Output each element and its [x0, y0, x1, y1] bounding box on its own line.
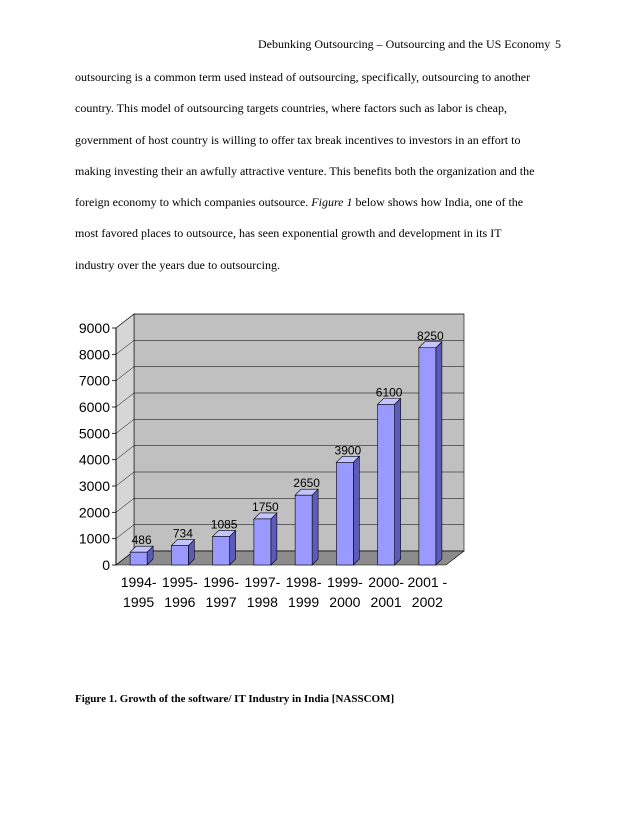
bar-side [353, 456, 359, 565]
y-tick-label: 9000 [78, 320, 110, 336]
bar [336, 462, 353, 565]
y-tick-label: 0 [102, 557, 110, 573]
x-tick-label: 1998- [285, 574, 322, 590]
paragraph-line: industry over the years due to outsourcing. [75, 257, 280, 272]
paragraph-line: outsourcing is a common term used instead of outsourcing, specifically, outsourcing to another [75, 70, 531, 84]
x-tick-label: 2002 [411, 594, 443, 610]
paragraph-line: most favored places to outsource, has seen exponential growth and development in its IT [75, 226, 502, 241]
y-tick-label: 3000 [78, 478, 110, 494]
bar [254, 519, 271, 565]
x-tick-label: 1995 [123, 594, 155, 610]
paragraph-line: making investing their an awfully attractive venture. This benefits both the organization and the [75, 163, 535, 178]
bar-side [271, 513, 277, 565]
chart-canvas [72, 300, 502, 645]
x-tick-label: 1997- [244, 574, 281, 590]
x-tick-label: 2001 - [407, 574, 448, 590]
chart-side-wall [116, 314, 134, 565]
bar [295, 495, 312, 565]
paragraph-line: country. This model of outsourcing targets countries, where factors such as labor is cheap, [75, 101, 507, 116]
bar-value-label: 734 [172, 526, 193, 541]
y-tick-label: 7000 [78, 372, 110, 389]
x-tick-label: 1994- [120, 574, 157, 590]
y-tick-label: 1000 [78, 530, 110, 547]
bar [419, 348, 436, 565]
y-tick-label: 5000 [78, 425, 110, 442]
bar-value-label: 8250 [417, 328, 444, 343]
page-number: 5 [555, 37, 561, 51]
x-tick-label: 1998 [246, 594, 278, 610]
y-tick-label: 2000 [78, 504, 110, 521]
bar-value-label: 6100 [375, 385, 403, 400]
body-paragraph [75, 67, 575, 286]
y-tick-label: 6000 [78, 399, 110, 415]
x-tick-label: 1997 [205, 594, 237, 610]
y-tick-label: 4000 [78, 451, 110, 468]
figure-caption: Figure 1. Growth of the software/ IT Industry in India [NASSCOM] [75, 693, 395, 705]
x-tick-label: 1999- [326, 574, 363, 590]
x-tick-label: 1999 [288, 594, 320, 610]
growth-bar-chart [72, 300, 502, 645]
paragraph-line: government of host country is willing to offer tax break incentives to investors in an effort to [75, 132, 521, 147]
chart-floor [116, 551, 464, 565]
bar-side [312, 489, 318, 565]
x-tick-label: 1996 [164, 594, 196, 610]
paragraph-text: foreign economy to which companies outsource. [75, 195, 312, 210]
bar-side [436, 342, 442, 565]
y-tick-label: 8000 [78, 346, 110, 363]
figure-reference: Figure 1 [311, 195, 353, 210]
bar-side [395, 398, 401, 565]
bar-value-label: 2650 [293, 476, 320, 491]
bar-value-label: 1085 [210, 517, 238, 532]
bar [171, 546, 188, 565]
bar [213, 536, 230, 565]
x-tick-label: 2000 [329, 594, 361, 610]
paragraph-line [75, 192, 575, 223]
x-tick-label: 2001 [370, 594, 402, 610]
bar-value-label: 3900 [334, 443, 362, 458]
bar [130, 552, 147, 565]
bar-value-label: 486 [131, 533, 152, 548]
paragraph-text: below shows how India, one of the [352, 195, 524, 210]
header-title: Debunking Outsourcing – Outsourcing and the US Economy [258, 37, 551, 51]
x-tick-label: 1996- [203, 574, 240, 590]
bar [378, 404, 395, 565]
bar-value-label: 1750 [252, 499, 279, 514]
x-tick-label: 1995- [161, 574, 198, 590]
x-tick-label: 2000- [368, 574, 405, 590]
running-header [258, 37, 561, 52]
